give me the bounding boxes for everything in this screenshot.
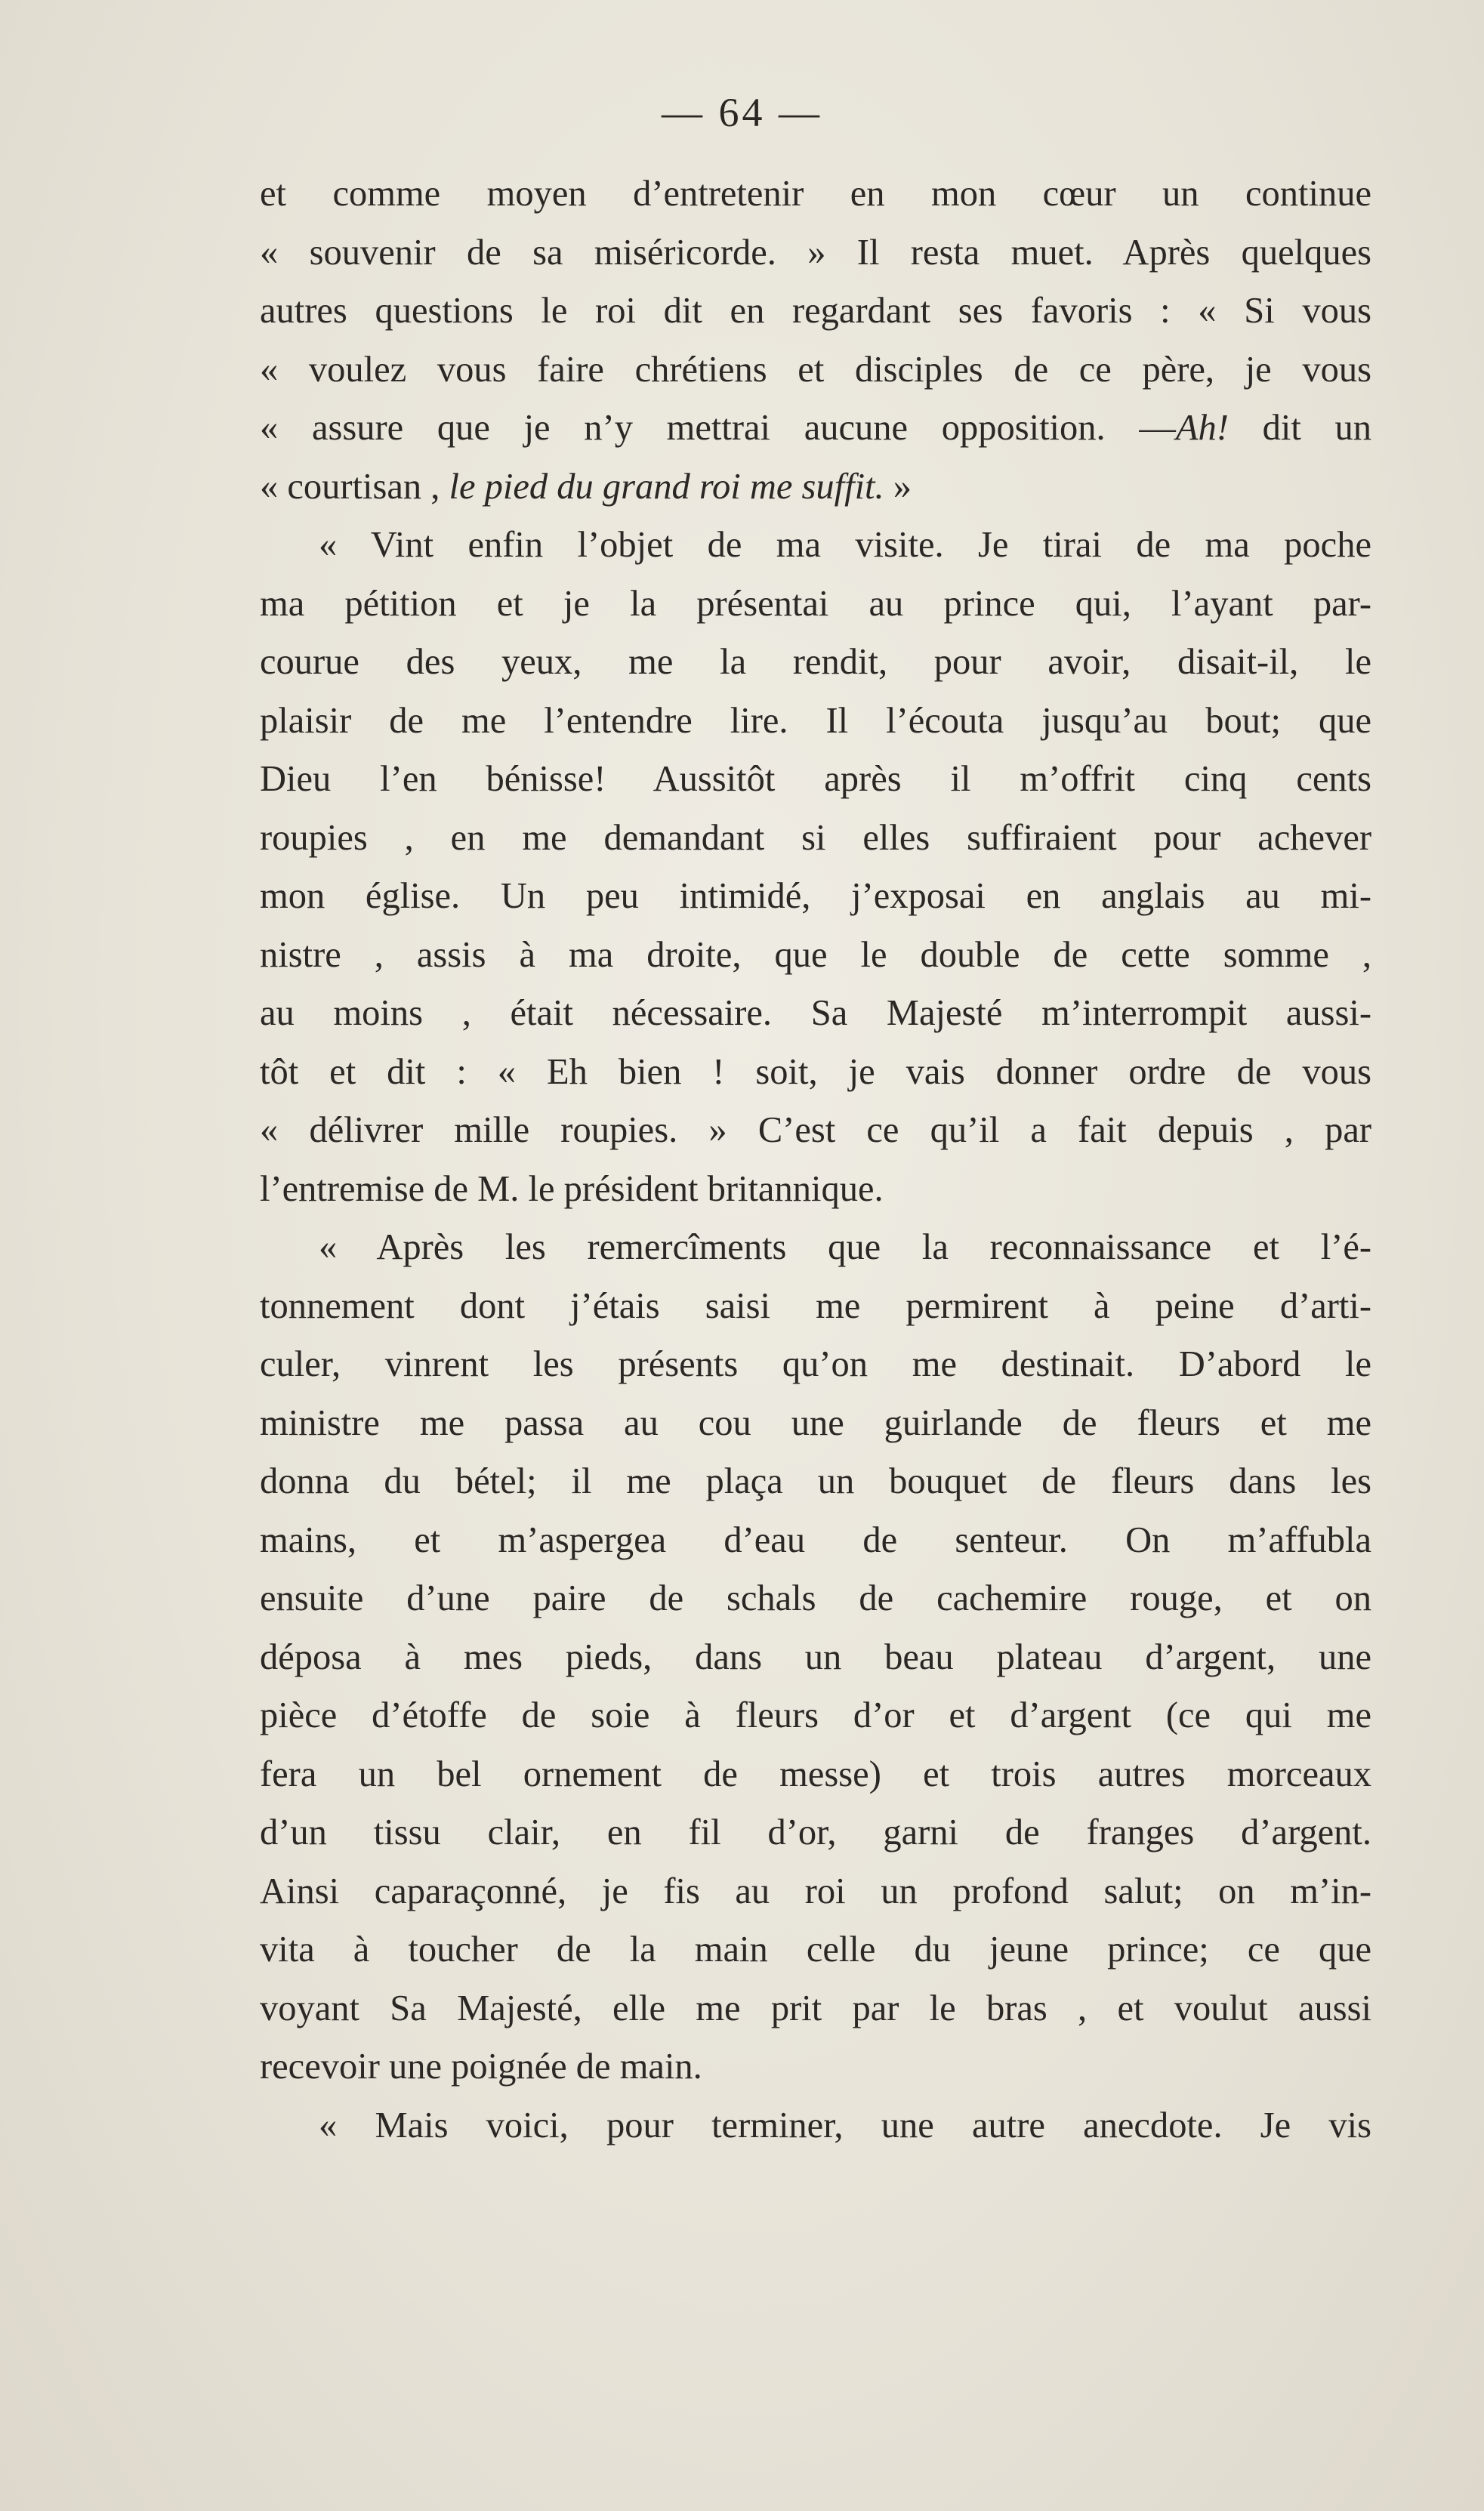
- text-line: [260, 867, 1371, 926]
- text-line-content: ma pétition et je la présentai au prince qui, l’ayant par-: [260, 583, 1371, 624]
- text-line-content: courue des yeux, me la rendit, pour avoir, disait-il, le: [260, 642, 1371, 682]
- text-line-content: et comme moyen d’entretenir en mon cœur un continue: [260, 174, 1371, 214]
- text-line: [260, 809, 1371, 868]
- text-line-content: mon église. Un peu intimidé, j’exposai en anglais au mi-: [260, 876, 1371, 916]
- text-line-tail: »: [884, 466, 912, 507]
- text-line-content: « souvenir de sa miséricorde. » Il resta muet. Après quelques: [260, 232, 1371, 273]
- text-line-content: autres questions le roi dit en regardant ses favoris : « Si vous: [260, 291, 1371, 331]
- text-line-content: donna du bétel; il me plaça un bouquet de fleurs dans les: [260, 1461, 1371, 1501]
- text-line-content: tôt et dit : « Eh bien ! soit, je vais donner ordre de vous: [260, 1051, 1371, 1092]
- text-line: [260, 458, 1371, 517]
- text-line: [260, 2096, 1371, 2155]
- text-line-content: « délivrer mille roupies. » C’est ce qu’il a fait depuis , par: [260, 1110, 1371, 1150]
- text-line-content: « voulez vous faire chrétiens et disciples de ce père, je vous: [260, 349, 1371, 390]
- text-line: [260, 516, 1371, 575]
- text-line: [260, 1218, 1371, 1277]
- italic-phrase: Ah!: [1175, 408, 1229, 448]
- text-line: [260, 1043, 1371, 1102]
- text-line: [260, 1862, 1371, 1921]
- text-line: [260, 1160, 1371, 1219]
- text-line: [260, 1569, 1371, 1628]
- text-line-content: « assure que je n’y mettrai aucune opposition. —: [260, 408, 1176, 448]
- text-line-content: voyant Sa Majesté, elle me prit par le bras , et voulut aussi: [260, 1988, 1371, 2028]
- text-line-content: vita à toucher de la main celle du jeune prince; ce que: [260, 1930, 1371, 1970]
- text-line-content: « Vint enfin l’objet de ma visite. Je tirai de ma poche: [319, 525, 1371, 565]
- text-line: [260, 1628, 1371, 1687]
- text-line: [260, 1394, 1371, 1453]
- text-line-content: au moins , était nécessaire. Sa Majesté m’interrompit aussi-: [260, 993, 1371, 1033]
- text-line: [260, 1277, 1371, 1336]
- text-line: [260, 1803, 1371, 1862]
- text-line: [260, 926, 1371, 985]
- text-line-content: déposa à mes pieds, dans un beau plateau d’argent, une: [260, 1636, 1371, 1677]
- text-line-content: mains, et m’aspergea d’eau de senteur. On m’affubla: [260, 1519, 1371, 1560]
- text-line: [260, 1686, 1371, 1745]
- text-line-content: culer, vinrent les présents qu’on me destinait. D’abord le: [260, 1344, 1371, 1384]
- text-line: [260, 692, 1371, 751]
- text-line-tail: dit un: [1228, 408, 1371, 448]
- text-line-content: plaisir de me l’entendre lire. Il l’écouta jusqu’au bout; que: [260, 700, 1371, 741]
- text-line-content: nistre , assis à ma droite, que le double de cette somme ,: [260, 934, 1371, 975]
- text-line: [260, 1920, 1371, 1979]
- text-line: [260, 224, 1371, 282]
- text-line: [260, 575, 1371, 634]
- text-line-content: l’entremise de M. le président britannique.: [260, 1168, 884, 1209]
- text-line: [260, 1101, 1371, 1160]
- text-line: [260, 165, 1371, 224]
- page-number: — 64 —: [662, 90, 822, 135]
- text-line-content: tonnement dont j’étais saisi me permirent à peine d’arti-: [260, 1285, 1371, 1326]
- text-line-content: d’un tissu clair, en fil d’or, garni de franges d’argent.: [260, 1812, 1371, 1852]
- italic-phrase: le pied du grand roi me suffit.: [449, 466, 884, 507]
- text-line-content: roupies , en me demandant si elles suffiraient pour achever: [260, 817, 1371, 858]
- text-line-content: « Mais voici, pour terminer, une autre anecdote. Je vis: [319, 2105, 1371, 2145]
- text-line-content: recevoir une poignée de main.: [260, 2047, 702, 2087]
- text-line: [260, 1335, 1371, 1394]
- text-line: [260, 1511, 1371, 1570]
- text-line-content: Dieu l’en bénisse! Aussitôt après il m’offrit cinq cents: [260, 759, 1371, 799]
- text-line-content: ministre me passa au cou une guirlande de fleurs et me: [260, 1402, 1371, 1443]
- text-line: [260, 750, 1371, 809]
- text-line: [260, 2037, 1371, 2096]
- text-line: [260, 984, 1371, 1043]
- body-text: [260, 165, 1371, 2155]
- text-line-content: « Après les remercîments que la reconnaissance et l’é-: [319, 1227, 1371, 1267]
- text-line: [260, 399, 1371, 458]
- text-line-content: ensuite d’une paire de schals de cachemire rouge, et on: [260, 1578, 1371, 1618]
- text-line-content: Ainsi caparaçonné, je fis au roi un profond salut; on m’in-: [260, 1871, 1371, 1911]
- text-line: [260, 341, 1371, 399]
- text-line-content: fera un bel ornement de messe) et trois autres morceaux: [260, 1754, 1371, 1794]
- text-line: [260, 633, 1371, 692]
- text-line: [260, 282, 1371, 341]
- text-line: [260, 1452, 1371, 1511]
- text-line-content: pièce d’étoffe de soie à fleurs d’or et d’argent (ce qui me: [260, 1695, 1371, 1735]
- text-line-content: « courtisan ,: [260, 466, 449, 507]
- text-line: [260, 1745, 1371, 1804]
- text-line: [260, 1979, 1371, 2038]
